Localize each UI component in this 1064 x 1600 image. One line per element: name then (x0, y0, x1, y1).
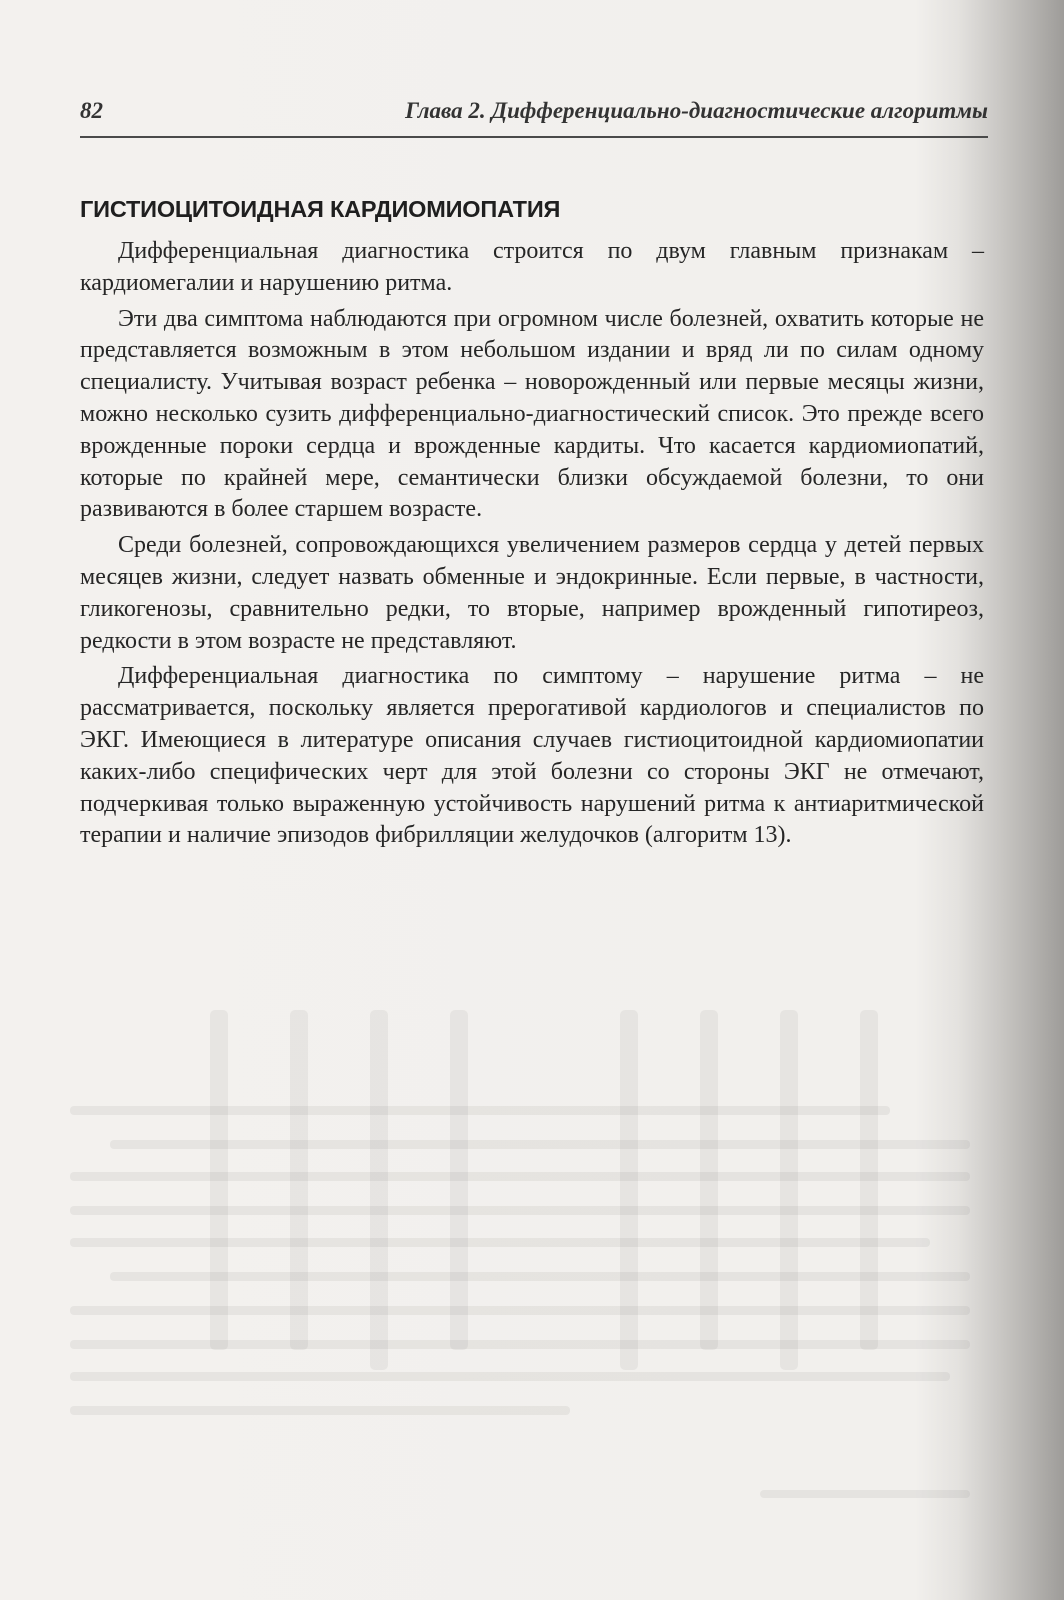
page-header (80, 96, 988, 138)
section-title: ГИСТИОЦИТОИДНАЯ КАРДИОМИОПАТИЯ (80, 196, 561, 222)
paragraph-3: Среди болезней, сопровождающихся увеличением размеров сердца у детей первых месяцев жизни, следует назвать обменные и эндокринные. Если первые, в частности, гликогенозы, сравнительно редки, то вторые, например врожденный гипотиреоз, редкости в этом возрасте не представляют. (80, 532, 984, 654)
paragraph-1: Дифференциальная диагностика строится по двум главным признакам – кардиомегалии и нарушению ритма. (80, 238, 984, 296)
paragraph-4: Дифференциальная диагностика по симптому – нарушение ритма – не рассматривается, поскольку является прерогативой кардиологов и специалистов по ЭКГ. Имеющиеся в литературе описания случаев гистиоцитоидной кардиомиопатии каких-либо специфических черт для этой болезни со стороны ЭКГ не отмечают, подчеркивая только выраженную устойчивость нарушений ритма к антиаритмической терапии и наличие эпизодов фибрилляции желудочков (алгоритм 13). (80, 663, 984, 849)
reverse-page-footer-bleed (760, 1490, 970, 1498)
paragraph-2: Эти два симптома наблюдаются при огромном числе болезней, охватить которые не представляется возможным в этом небольшом издании и вряд ли по силам одному специалисту. Учитывая возраст ребенка – новорожденный или первые месяцы жизни, можно несколько сузить дифференциально-диагностический список. Это прежде всего врожденные пороки сердца и врожденные кардиты. Что касается кардиомиопатий, которые по крайней мере, семантически близки обсуждаемой болезни, то они развиваются в более старшем возрасте. (80, 305, 984, 523)
reverse-page-bleed-through (60, 1010, 990, 1450)
running-head: Глава 2. Дифференциально-диагностические алгоритмы (405, 98, 988, 123)
body-text (80, 236, 984, 852)
page-number: 82 (80, 98, 103, 123)
